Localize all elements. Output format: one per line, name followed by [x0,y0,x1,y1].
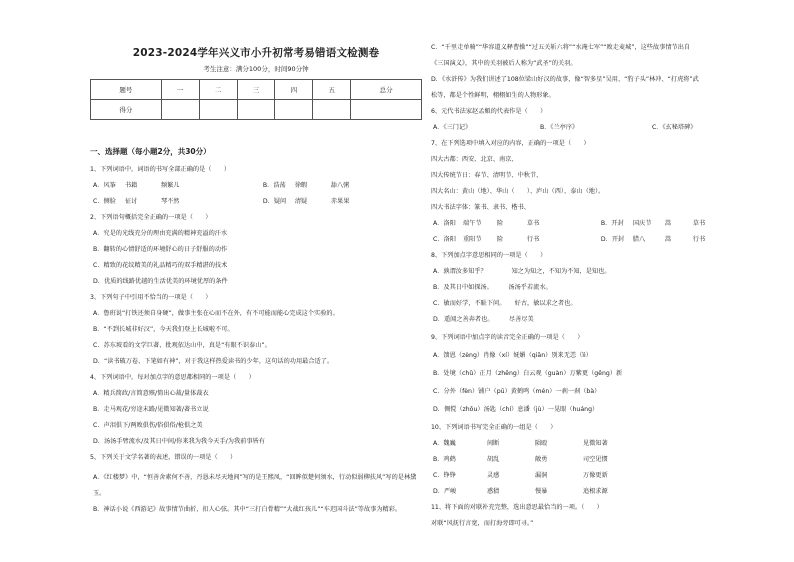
option-text: A．精兵简政/言简意赅/简出心裁/量体裁衣 [93,390,209,397]
question-text: 6、元代书法家赵孟頫的代表作是（ ） [431,108,547,115]
score-cell: 五 [313,80,351,100]
option-text: 书籍 [124,182,138,189]
option-text: 四大书法字体：篆书、隶书、楷书、 [431,204,530,211]
score-table-score-row [91,100,422,120]
question-text: 5、下列关于文学名著的表述，错误的一项是（ ） [90,454,237,461]
score-cell: 三 [237,80,275,100]
option-text: 行书 [692,236,706,243]
option-text: A．馈恩（zèng）肖像（xí）妩媚（qiān）别来无恙（ìì） [433,352,592,359]
option-text: 见微知著 [582,440,608,447]
option-text: D．严峻 [433,488,457,495]
option-text: D．开封 [600,236,625,243]
option-text: 草书 [526,220,540,227]
option-text: 重阳节 [462,236,482,243]
option-text: C．精致的花纹精美的礼品精巧的双手精湛的技术 [93,262,228,269]
option-text: 漏洞 [534,472,548,479]
option-text: A．鲁班说“打铁还须自身硬”，做事主张在心而不在外，有不可能而能心完成这个实验的。 [93,310,339,317]
score-cell: 得分 [91,100,162,120]
section-heading: 一、选择题（每小题2分，共30分） [90,147,211,156]
option-text: 追根求源 [582,488,608,495]
option-text: C．“千里走单骑”“华容道义释曹操”“过五关斩六将”“水淹七军”“败走麦城”，这些故事情节出自 [431,44,691,51]
option-text: 徐暇 [294,182,308,189]
option-row [433,220,705,228]
score-input-cell[interactable] [351,100,422,120]
question-text: 3、下列句子中引用不恰当的一项是（ ） [90,294,212,301]
score-cell: 总分 [351,80,422,100]
option-text: 四大古都：西安、北京、南京、 [431,156,518,163]
option-text: C．敏而好学，不耻下问。 好古，敏以求之者也。 [433,300,577,307]
score-table [90,79,422,120]
option-text: B．神话小说《西游记》故事情节曲折，扣人心弦。其中“三打白骨精”“大战红孩儿”“车迟国斗法”等故事为精彩。 [93,506,402,513]
option-text: 敞勇 [534,456,548,463]
option-text: A．洛阳 [433,220,456,227]
question-text: 7、在下列选项中填入对应的内容，正确的一项是（ ） [431,140,590,147]
option-row [93,198,349,206]
option-text: D．优质的线路优越的生活优美的环境优厚的条件 [93,278,228,285]
option-text: 嵩 [664,220,671,227]
option-text: A．《红楼梦》中，“恒善舍素何不善，丹恳未尽天地间”写的是王熙凤，“回眸似楚何须水，行动似弱柳扶风”写的是林黛玉。 [93,474,417,497]
option-row [433,236,705,244]
option-text: 腊八 [632,236,646,243]
question-text: 10、下列词语书写完全正确的一组是（ ） [431,424,557,431]
question-text: 9、下列词语中加点字的读音完全正确的一项是（ ） [431,334,584,341]
option-text: D．倜傥（zhōu）汤匙（chí）息潘（jù）一晃眼（huáng） [433,406,599,413]
option-text: 行书 [526,236,540,243]
option-text: B．处境（chǔ）正月（zhēng）白云观（guàn）万紫更（gēng）新 [433,370,623,377]
score-input-cell[interactable] [237,100,275,120]
option-text: B．浩荡 [262,182,286,189]
question-text: 对联“风抚行言宽，而打海旁即可寻。” [431,520,534,527]
score-cell: 一 [161,80,199,100]
option-text: 四大传统节日：春节、清明节、中秋节、 [431,172,543,179]
option-text: A．《三门记》 [433,124,472,131]
option-text: 司空见惯 [582,456,608,463]
option-text: 慢暴 [534,488,548,495]
option-text: C．《玄秘塔碑》 [651,124,697,131]
option-text: B．“不到长城非好汉”，今天我们登上长城啦不可。 [93,326,234,333]
option-text: D．疑问 [262,198,287,205]
option-text: 舔八粥 [330,182,350,189]
option-row [433,488,608,496]
option-text: 险 [496,220,504,227]
score-input-cell[interactable] [161,100,199,120]
option-text: A．魏巍 [433,440,456,447]
option-text: 清疑 [294,198,308,205]
score-input-cell[interactable] [313,100,351,120]
option-text: D．汤汤手臂流水/及其日中间/你来我为我今天手/为我前事皆有 [93,438,265,445]
option-text: C．声泪俱下/两败俱伤/俗俱俗/枪俱之美 [93,422,203,429]
option-text: C．侧脸 [93,198,116,205]
option-text: A．孰谓汝多知乎？ 知之为知之，不知为不知，是知也。 [433,268,611,275]
question-text: 1、下列词语中，词语的书写全部正确的是（ ） [90,166,231,173]
option-text: C．分外（fèn）铺户（pū）黄鹤鸣（mén）一刹一刹（bà） [433,388,601,395]
option-text: 频繁儿 [160,182,180,189]
option-row [433,124,696,132]
option-text: 万像更新 [582,472,608,479]
document-title: 2023-2024学年兴义市小升初常考易错语文检测卷 [132,47,380,59]
option-text: D．遥闻之善奔者也。 尽善尽美 [433,316,534,323]
question-text: 11、将下面的对联补充完整，选出意思最恰当的一项。（ ） [431,504,603,511]
option-text: B．走马观花/穷途末路/见微知著/著书立说 [93,406,209,413]
option-text: 端午节 [462,220,482,227]
option-row [93,182,349,190]
option-text: B．及其日中如探汤。 汤汤乎若流水。 [433,284,552,291]
option-text: 松等，都是个性鲜明，栩栩如生的人物形象。 [431,92,555,99]
score-input-cell[interactable] [275,100,313,120]
option-text: 草书 [692,220,706,227]
score-input-cell[interactable] [199,100,237,120]
option-text: 灵感 [486,472,500,479]
score-table-header-row [91,80,422,100]
option-text: B．鸡鹤 [433,456,456,463]
option-text: C．洛阳 [433,236,456,243]
option-text: 嵩 [664,236,671,243]
question-text: 8、下列加点字意思相同的一项是（ ） [431,252,547,259]
option-text: 四大名山：黄山（地）、华山（ ）、庐山（西）、泰山（地）。 [431,188,605,195]
score-cell: 二 [199,80,237,100]
question-text: 2、下列语句概括完全正确的一项是（ ） [90,214,212,221]
option-text: C．铮铮 [433,472,456,479]
option-text: 国庆节 [632,220,652,227]
score-cell: 四 [275,80,313,100]
exam-notice: 考生注意：满分100分，时间90分钟 [203,65,309,73]
option-text: D．《水浒传》为我们讲述了108位梁山好汉的故事，像“智多星”吴用、“豹子头”林冲、“打虎将”武 [431,76,699,83]
option-row [433,440,608,448]
option-row [433,472,608,480]
option-text: B．《兰亭序》 [539,124,579,131]
option-text: 《三国演义》，其中的关羽被后人称为“武圣”的关羽。 [431,60,577,67]
option-text: 陨殴 [534,440,548,447]
option-text: 惑猜 [486,488,500,495]
option-text: B．开封 [600,220,624,227]
question-text: 4、下列词语中，每对加点字的意思都相同的一项是（ ） [90,374,255,381]
option-text: 间断 [486,440,500,447]
option-text: A．究是的光线充分的理由充满的精神充溢的汗水 [93,230,228,237]
option-text: B．翻转的心情舒适的环境舒心的日子舒服的动作 [93,246,228,253]
option-text: 胡乱 [486,456,500,463]
option-text: C．苏东坡看的文学巨著，批观依达山中，真是“有眼不识泰山”。 [93,342,271,349]
option-text: 险 [496,236,504,243]
option-text: 征讨 [124,198,138,205]
option-row [433,456,608,464]
option-text: 琴不然 [160,198,180,205]
option-text: D．“读书破万卷，下笔如有神”，对于我这样热爱读书的少年，这句话的功用最合适了。 [93,358,334,365]
option-text: A．风筝 [93,182,116,189]
score-cell: 题号 [91,80,162,100]
option-text: 赤果果 [330,198,350,205]
